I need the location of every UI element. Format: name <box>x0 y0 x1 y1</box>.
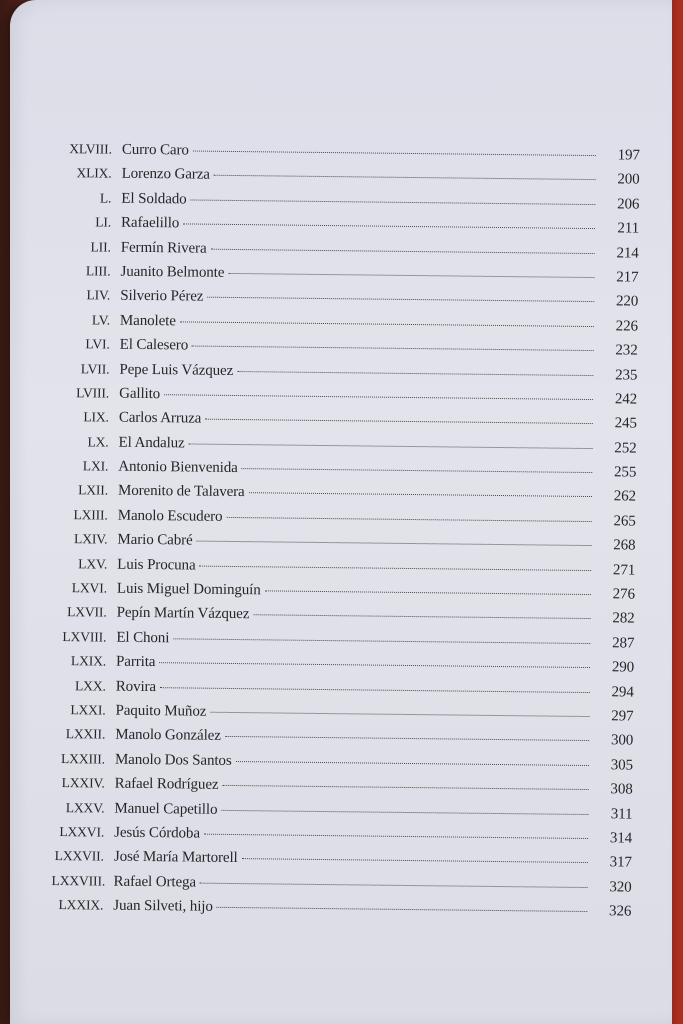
page-number: 262 <box>613 488 637 506</box>
dot-leader <box>159 662 590 668</box>
chapter-title: Luis Procuna <box>117 556 196 574</box>
dot-leader <box>197 541 592 546</box>
chapter-title: Juan Silveti, hijo <box>113 897 213 915</box>
chapter-title: Manolete <box>119 312 176 330</box>
page-number: 308 <box>610 781 633 798</box>
dot-leader <box>164 394 593 400</box>
page-number: 220 <box>615 293 639 310</box>
chapter-number: L. <box>99 190 112 206</box>
chapter-number: LXXIII. <box>60 750 106 767</box>
chapter-number: LXI. <box>82 458 109 474</box>
page-number: 197 <box>617 147 640 164</box>
page-number: 271 <box>612 561 636 579</box>
chapter-number: LXXVII. <box>54 848 104 864</box>
page-number: 206 <box>617 196 640 213</box>
chapter-title: Jesús Córdoba <box>114 824 201 842</box>
chapter-number: LXXV. <box>65 799 105 816</box>
dot-leader <box>222 785 588 790</box>
dot-leader <box>200 882 588 887</box>
dot-leader <box>237 371 593 376</box>
page-number: 326 <box>609 903 632 920</box>
chapter-number: LVI. <box>85 336 110 352</box>
chapter-title: Carlos Arruza <box>118 409 202 427</box>
chapter-number: LXV. <box>78 555 108 572</box>
page-number: 242 <box>614 391 638 408</box>
page-number: 314 <box>609 830 633 847</box>
chapter-number: LV. <box>91 312 111 328</box>
page-number: 320 <box>609 878 632 896</box>
dot-leader <box>236 761 589 766</box>
dot-leader <box>211 248 595 253</box>
chapter-title: Pepín Martín Vázquez <box>116 605 250 623</box>
page-number: 252 <box>614 439 637 457</box>
chapter-number: LXXVI. <box>59 823 105 840</box>
dot-leader <box>207 297 594 302</box>
page-number: 290 <box>611 659 635 676</box>
chapter-title: Manolo González <box>115 727 221 745</box>
chapter-title: Pepe Luis Vázquez <box>119 361 234 379</box>
dot-leader <box>242 468 593 473</box>
page-number: 265 <box>613 513 636 530</box>
page-number: 294 <box>611 683 634 701</box>
dot-leader <box>210 712 589 717</box>
page-number: 235 <box>615 366 638 384</box>
chapter-title: Juanito Belmonte <box>120 263 225 281</box>
dot-leader <box>228 273 594 278</box>
dot-leader <box>189 443 593 449</box>
chapter-title: El Calesero <box>119 336 189 354</box>
chapter-title: Rafaelillo <box>120 214 180 232</box>
chapter-title: Manuel Capetillo <box>114 800 218 818</box>
book-page <box>10 0 672 1024</box>
page-number: 217 <box>616 269 639 286</box>
page-number: 282 <box>612 610 635 627</box>
dot-leader <box>265 590 591 595</box>
dot-leader <box>192 346 594 352</box>
chapter-number: LXXI. <box>70 702 106 718</box>
chapter-number: LXIII. <box>73 507 108 523</box>
page-number: 276 <box>612 586 635 603</box>
chapter-title: Lorenzo Garza <box>121 166 210 184</box>
page-number: 214 <box>616 244 639 262</box>
chapter-title: Antonio Bienvenida <box>118 458 238 477</box>
chapter-title: Parrita <box>116 653 156 671</box>
chapter-number: LXXIV. <box>61 775 105 791</box>
chapter-title: Manolo Dos Santos <box>114 751 232 769</box>
page-number: 297 <box>611 708 634 725</box>
chapter-number: LXX. <box>75 677 106 694</box>
chapter-number: LXXVIII. <box>51 872 106 889</box>
page-number: 311 <box>610 805 633 823</box>
chapter-title: Curro Caro <box>121 141 189 159</box>
dot-leader <box>180 321 594 327</box>
page-number: 305 <box>610 757 634 774</box>
chapter-number: LVII. <box>80 360 110 377</box>
chapter-number: LX. <box>87 434 109 450</box>
page-number: 268 <box>613 537 636 554</box>
chapter-number: LXVII. <box>67 604 107 620</box>
dot-leader <box>204 834 588 839</box>
dot-leader <box>205 419 593 424</box>
chapter-number: LXVIII. <box>62 628 107 645</box>
dot-leader <box>221 809 588 814</box>
chapter-number: LIX. <box>83 409 109 425</box>
dot-leader <box>160 687 590 693</box>
page-number: 232 <box>615 342 638 359</box>
page-number: 255 <box>613 464 637 481</box>
chapter-number: LXIV. <box>74 531 108 547</box>
chapter-title: Rafael Ortega <box>113 873 197 891</box>
chapter-number: XLVIII. <box>69 141 112 157</box>
dot-leader <box>225 736 589 741</box>
chapter-title: Manolo Escudero <box>117 507 223 525</box>
dot-leader <box>200 565 592 570</box>
chapter-number: LXXIX. <box>58 897 104 913</box>
toc-entry <box>51 897 631 928</box>
chapter-title: Paquito Muñoz <box>115 702 207 720</box>
chapter-title: El Choni <box>116 629 170 647</box>
chapter-title: Rafael Rodríguez <box>114 775 219 793</box>
chapter-title: Luis Miguel Dominguín <box>116 580 261 599</box>
page-number: 200 <box>617 171 640 188</box>
table-of-contents <box>51 141 640 928</box>
chapter-number: LXXII. <box>65 726 106 742</box>
chapter-number: LIV. <box>86 287 111 303</box>
dot-leader <box>253 615 590 620</box>
page-number: 211 <box>617 220 640 237</box>
chapter-number: LI. <box>95 214 112 230</box>
chapter-number: LXIX. <box>70 653 107 669</box>
dot-leader <box>214 175 596 180</box>
chapter-title: Morenito de Talavera <box>117 483 245 501</box>
page-number: 317 <box>609 854 632 871</box>
chapter-title: El Andaluz <box>118 434 185 452</box>
chapter-title: Fermín Rivera <box>120 239 207 257</box>
chapter-number: LIII. <box>85 263 111 279</box>
chapter-title: José María Martorell <box>113 848 238 867</box>
page-number: 287 <box>612 635 635 652</box>
chapter-number: LXVI. <box>71 580 108 596</box>
chapter-number: XLIX. <box>76 165 112 181</box>
chapter-title: El Soldado <box>121 190 187 208</box>
chapter-number: LXII. <box>78 482 109 499</box>
dot-leader <box>242 858 588 863</box>
chapter-number: LII. <box>90 238 111 255</box>
chapter-title: Mario Cabré <box>117 531 193 549</box>
chapter-number: LVIII. <box>76 385 110 401</box>
page-number: 300 <box>610 732 634 749</box>
dot-leader <box>193 151 596 157</box>
dot-leader <box>249 493 592 498</box>
page-number: 245 <box>614 415 637 432</box>
dot-leader <box>173 638 590 644</box>
chapter-title: Gallito <box>119 385 161 403</box>
chapter-title: Rovira <box>115 678 157 695</box>
chapter-title: Silverio Pérez <box>120 288 204 305</box>
dot-leader <box>226 517 591 522</box>
dot-leader <box>191 199 596 205</box>
page-number: 226 <box>615 318 639 335</box>
dot-leader <box>183 224 595 230</box>
dot-leader <box>217 907 588 912</box>
